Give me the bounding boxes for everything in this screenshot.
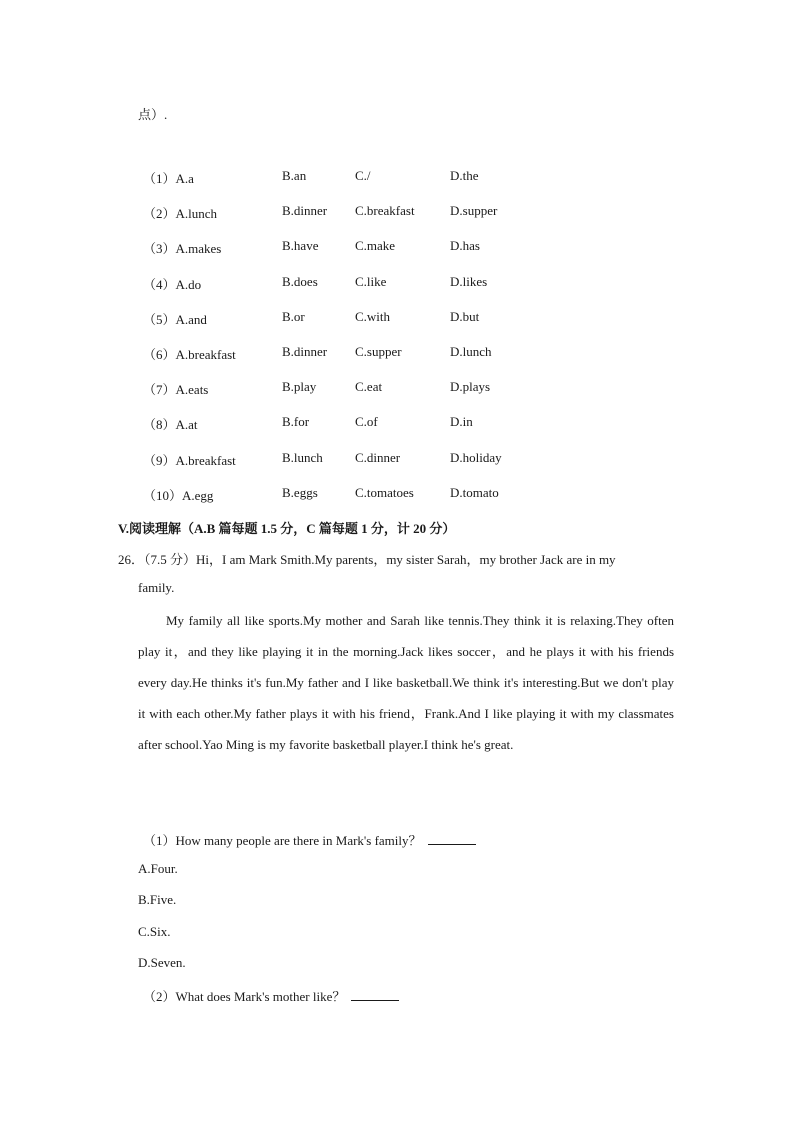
option-a-cell: [143, 309, 207, 328]
option-d: D.has: [450, 238, 480, 254]
blank-number: （9）: [143, 452, 176, 468]
option-b: B.or: [282, 308, 305, 324]
option-a-cell: [143, 274, 201, 293]
question-26-header: [118, 549, 616, 568]
option-a-cell: [143, 485, 213, 504]
sub-question-1-stem: [143, 830, 476, 849]
blank-number: （7）: [143, 382, 176, 398]
option-a: A.Four.: [138, 861, 178, 876]
option-b: B.an: [282, 168, 307, 183]
cloze-option-row: [0, 168, 794, 188]
option-b: B.Five.: [138, 892, 177, 907]
option-a-cell: [143, 168, 194, 187]
option-d: D.the: [450, 168, 479, 183]
answer-blank[interactable]: [428, 833, 476, 845]
option-a: A.breakfast: [175, 347, 236, 362]
blank-number: （4）: [143, 276, 176, 292]
option-b: B.play: [282, 379, 317, 395]
blank-number: （2）: [143, 206, 176, 222]
option-a: A.at: [175, 417, 198, 433]
question-intro-cont: family.: [138, 580, 175, 595]
section-title: V.阅读理解（A.B 篇每题 1.5 分，C 篇每题 1 分，计 20 分）: [118, 521, 456, 536]
option-a-cell: [143, 379, 208, 398]
option-c: C.like: [355, 273, 387, 289]
cloze-option-row: [0, 344, 794, 364]
option-a-cell: [143, 344, 236, 363]
option-a-cell: [143, 203, 217, 222]
cloze-option-row: [0, 238, 794, 258]
option-c: C.eat: [355, 379, 383, 395]
option-d: D.tomato: [450, 484, 499, 500]
option-d: D.in: [450, 414, 473, 430]
option-b: B.for: [282, 414, 310, 430]
option-a: A.a: [175, 171, 194, 186]
option-c: C./: [355, 168, 371, 183]
option-d: D.likes: [450, 273, 488, 289]
blank-number: （1）: [143, 171, 176, 186]
option-b: B.dinner: [282, 203, 328, 219]
cloze-option-row: [0, 450, 794, 470]
answer-blank[interactable]: [351, 989, 399, 1001]
passage-text: My family all like sports.My mother and Sarah like tennis.They think it is relaxing.They often play it，and they like playing it in the morning.Jack likes soccer，and he plays it with his friends every day.He thinks it's fun.My father and I like basketball.We think it's interesting.But we don't play it with each other.My father plays it with his friend，Frank.And I like playing it with my classmates after school.Yao Ming is my favorite basketball player.I think he's great.: [138, 613, 674, 752]
option-a: A.eats: [175, 382, 209, 398]
option-a: A.makes: [175, 241, 222, 257]
sub-question-text: （2）What does Mark's mother like？: [143, 989, 346, 1004]
option-c: C.supper: [355, 344, 402, 359]
option-c: C.Six.: [138, 924, 171, 939]
option-d: D.lunch: [450, 344, 492, 359]
question-intro: Hi，I am Mark Smith.My parents，my sister Sarah，my brother Jack are in my: [196, 552, 616, 567]
option-a: A.egg: [182, 487, 214, 503]
option-b: B.eggs: [282, 484, 318, 500]
option-c: C.make: [355, 238, 396, 254]
option-d: D.holiday: [450, 449, 502, 465]
blank-number: （5）: [143, 311, 176, 327]
option-d: D.plays: [450, 379, 491, 395]
header-fragment: 点）.: [138, 107, 168, 122]
blank-number: （10）: [143, 487, 183, 503]
cloze-option-row: [0, 274, 794, 294]
option-b: B.lunch: [282, 449, 323, 465]
option-c: C.with: [355, 308, 391, 324]
option-d: D.but: [450, 308, 480, 324]
option-d: D.Seven.: [138, 955, 186, 970]
question-number: 26．: [118, 552, 145, 567]
option-c: C.of: [355, 414, 378, 430]
sub-question-text: （1）How many people are there in Mark's family？: [143, 833, 422, 848]
sub-question-2-stem: [143, 986, 399, 1005]
cloze-option-row: [0, 203, 794, 223]
cloze-option-row: [0, 379, 794, 399]
option-a: A.and: [175, 311, 207, 327]
option-b: B.does: [282, 273, 318, 289]
option-c: C.dinner: [355, 449, 401, 465]
blank-number: （6）: [143, 347, 176, 362]
option-d: D.supper: [450, 203, 498, 219]
option-a: A.lunch: [175, 206, 218, 222]
cloze-option-row: [0, 414, 794, 434]
option-a-cell: [143, 238, 221, 257]
blank-number: （3）: [143, 241, 176, 257]
option-c: C.tomatoes: [355, 484, 414, 500]
cloze-option-row: [0, 309, 794, 329]
option-b: B.have: [282, 238, 319, 254]
option-a-cell: [143, 450, 236, 469]
cloze-option-row: [0, 485, 794, 505]
option-a-cell: [143, 414, 198, 433]
reading-passage: [138, 605, 674, 760]
question-score: （7.5 分）: [144, 552, 197, 567]
blank-number: （8）: [143, 417, 176, 433]
option-b: B.dinner: [282, 344, 328, 359]
option-a: A.breakfast: [175, 452, 236, 468]
option-c: C.breakfast: [355, 203, 415, 219]
option-a: A.do: [175, 276, 202, 292]
